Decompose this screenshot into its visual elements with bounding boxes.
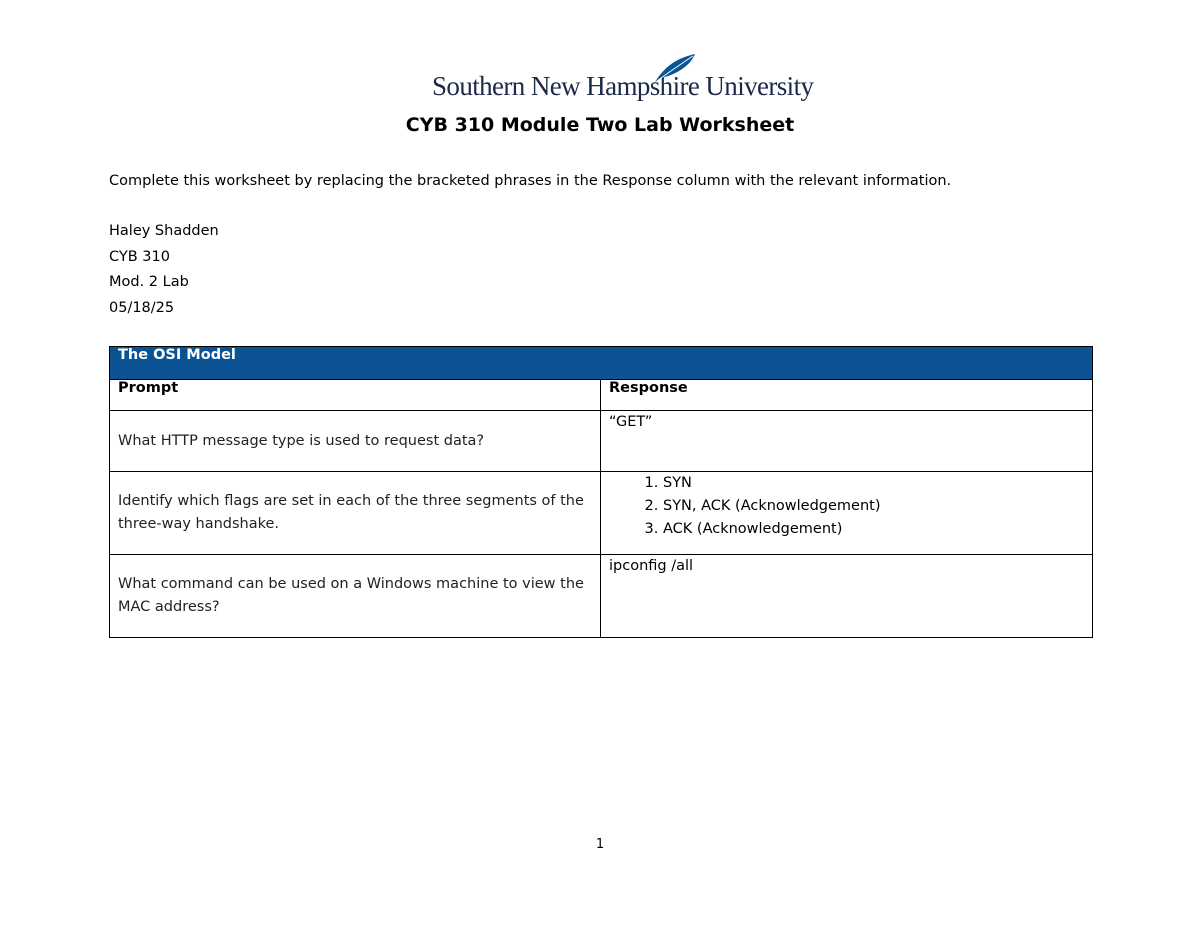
prompt-cell [110,411,601,472]
response-list [609,472,1084,541]
prompt-cell [110,555,601,638]
table-section-header [110,347,1093,380]
prompt-column-header: Prompt [110,380,601,411]
logo-text: Southern New Hampshire University [432,71,814,101]
response-list-item[interactable]: 1. SYN [663,472,1084,495]
table-row [110,472,1093,555]
osi-model-table [109,346,1093,638]
student-name: Haley Shadden [109,223,219,239]
page-title: CYB 310 Module Two Lab Worksheet [405,114,795,136]
prompt-cell [110,472,601,555]
university-logo [432,52,814,104]
response-list-item[interactable]: 3. ACK (Acknowledgement) [663,518,1084,541]
submission-date: 05/18/25 [109,300,175,316]
table-row [110,411,1093,472]
prompt-text: Identify which flags are set in each of the three segments of the three-way handshake. [118,493,584,532]
course-code: CYB 310 [109,249,170,265]
prompt-text: What command can be used on a Windows machine to view the MAC address? [118,576,584,615]
leaf-icon [647,52,707,84]
prompt-text: What HTTP message type is used to request data? [118,432,485,449]
response-text[interactable]: “GET” [609,414,653,430]
response-cell[interactable] [601,411,1093,472]
response-cell[interactable] [601,472,1093,555]
response-column-header: Response [601,380,1093,411]
section-title: The OSI Model [110,347,1093,380]
response-text[interactable]: ipconfig /all [609,558,694,574]
table-column-headers [110,380,1093,411]
response-cell[interactable] [601,555,1093,638]
response-list-item[interactable]: 2. SYN, ACK (Acknowledgement) [663,495,1084,518]
assignment-name: Mod. 2 Lab [109,274,189,290]
table-row [110,555,1093,638]
page-number: 1 [595,837,605,852]
instructions-text: Complete this worksheet by replacing the bracketed phrases in the Response column with the relevant information. [109,173,952,189]
